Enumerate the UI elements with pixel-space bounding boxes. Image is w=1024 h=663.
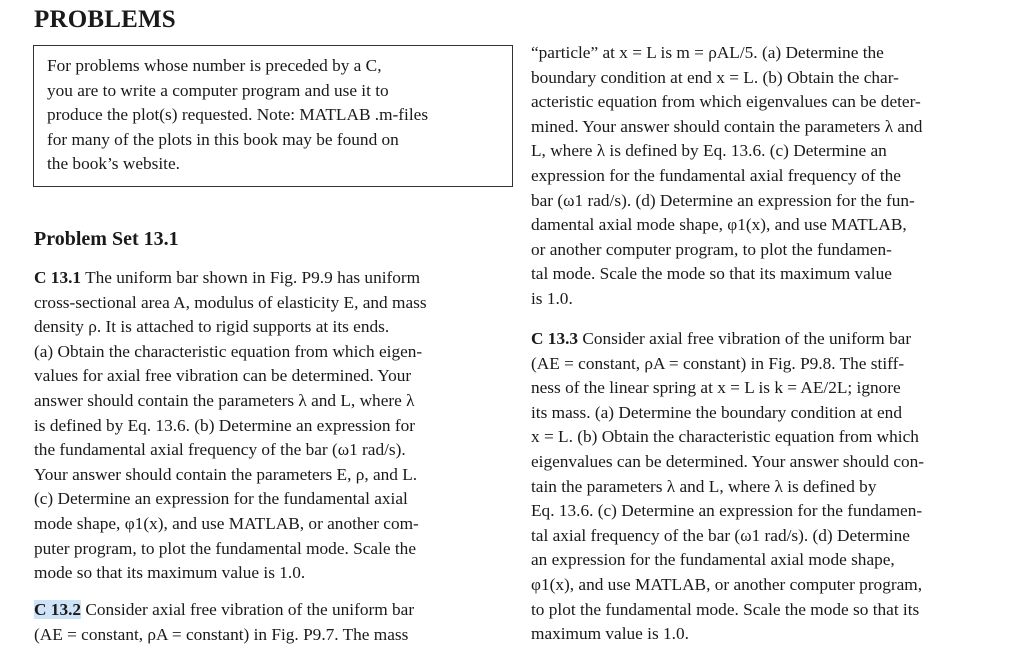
section-heading: PROBLEMS bbox=[34, 6, 176, 33]
problem-line: damental axial mode shape, φ1(x), and use MATLAB, bbox=[531, 215, 907, 235]
note-line: for many of the plots in this book may be found on bbox=[47, 129, 399, 149]
problem-number: C 13.1 bbox=[34, 268, 82, 287]
problem-line: tal axial frequency of the bar (ω1 rad/s). (d) Determine bbox=[531, 525, 910, 545]
problem-line: is defined by Eq. 13.6. (b) Determine an expression for bbox=[34, 415, 416, 435]
problem-line: φ1(x), and use MATLAB, or another computer program, bbox=[531, 574, 923, 594]
problem-line: the fundamental axial frequency of the bar (ω1 rad/s). bbox=[34, 440, 406, 460]
problem-line: (AE = constant, ρA = constant) in Fig. P9.7. The mass bbox=[34, 624, 409, 644]
problem-line: Your answer should contain the parameters E, ρ, and L. bbox=[34, 464, 418, 484]
problem-line: an expression for the fundamental axial mode shape, bbox=[531, 550, 895, 570]
problem-line: (AE = constant, ρA = constant) in Fig. P9.8. The stiff- bbox=[531, 353, 905, 373]
note-line: produce the plot(s) requested. Note: MATLAB .m-files bbox=[47, 105, 429, 125]
problem-line: Eq. 13.6. (c) Determine an expression for the fundamen- bbox=[531, 501, 923, 521]
problem-line: expression for the fundamental axial frequency of the bbox=[531, 165, 901, 185]
problem-c13-3 bbox=[531, 327, 999, 647]
problem-line: tain the parameters λ and L, where λ is defined by bbox=[531, 476, 877, 496]
problem-line: acteristic equation from which eigenvalues can be deter- bbox=[531, 92, 921, 112]
problem-line: mode so that its maximum value is 1.0. bbox=[34, 563, 306, 583]
problem-c13-1 bbox=[34, 266, 506, 586]
problem-line: mined. Your answer should contain the parameters λ and bbox=[531, 116, 923, 136]
problem-line: (c) Determine an expression for the fundamental axial bbox=[34, 489, 408, 509]
note-box bbox=[33, 45, 513, 187]
problem-line: (a) Obtain the characteristic equation from which eigen- bbox=[34, 341, 423, 361]
note-line: For problems whose number is preceded by a C, bbox=[47, 56, 382, 75]
problem-line: answer should contain the parameters λ and L, where λ bbox=[34, 390, 415, 410]
note-line: the book’s website. bbox=[47, 154, 180, 174]
problem-line: ness of the linear spring at x = L is k = AE/2L; ignore bbox=[531, 378, 901, 398]
problem-line: “particle” at x = L is m = ρAL/5. (a) Determine the bbox=[531, 43, 884, 62]
problem-c13-2 bbox=[34, 598, 506, 647]
problem-line: density ρ. It is attached to rigid supports at its ends. bbox=[34, 317, 390, 337]
problem-line: bar (ω1 rad/s). (d) Determine an expression for the fun- bbox=[531, 190, 915, 210]
problem-line: tal mode. Scale the mode so that its maximum value bbox=[531, 264, 892, 284]
problem-line: puter program, to plot the fundamental mode. Scale the bbox=[34, 538, 416, 558]
problem-line: its mass. (a) Determine the boundary condition at end bbox=[531, 402, 902, 422]
problem-line: Consider axial free vibration of the uniform bar bbox=[85, 600, 415, 619]
problem-line: maximum value is 1.0. bbox=[531, 624, 689, 644]
problem-number: C 13.3 bbox=[531, 329, 579, 348]
problem-line: mode shape, φ1(x), and use MATLAB, or another com- bbox=[34, 513, 419, 533]
problem-line: to plot the fundamental mode. Scale the mode so that its bbox=[531, 599, 920, 619]
problem-number[interactable]: C 13.2 bbox=[34, 600, 82, 619]
problem-line: The uniform bar shown in Fig. P9.9 has uniform bbox=[85, 268, 421, 287]
problem-line: cross-sectional area A, modulus of elasticity E, and mass bbox=[34, 292, 427, 312]
problem-line: or another computer program, to plot the fundamen- bbox=[531, 239, 892, 259]
problem-c13-2-continued bbox=[531, 41, 999, 312]
note-text bbox=[47, 54, 500, 177]
problem-line: values for axial free vibration can be determined. Your bbox=[34, 366, 412, 386]
problem-line: Consider axial free vibration of the uniform bar bbox=[582, 329, 912, 348]
problem-set-title: Problem Set 13.1 bbox=[34, 228, 179, 250]
problem-line: L, where λ is defined by Eq. 13.6. (c) Determine an bbox=[531, 141, 887, 161]
problem-line: eigenvalues can be determined. Your answer should con- bbox=[531, 451, 925, 471]
problem-line: is 1.0. bbox=[531, 288, 573, 308]
problem-line: boundary condition at end x = L. (b) Obtain the char- bbox=[531, 67, 899, 87]
note-line: you are to write a computer program and use it to bbox=[47, 80, 389, 100]
problem-line: x = L. (b) Obtain the characteristic equation from which bbox=[531, 427, 919, 447]
